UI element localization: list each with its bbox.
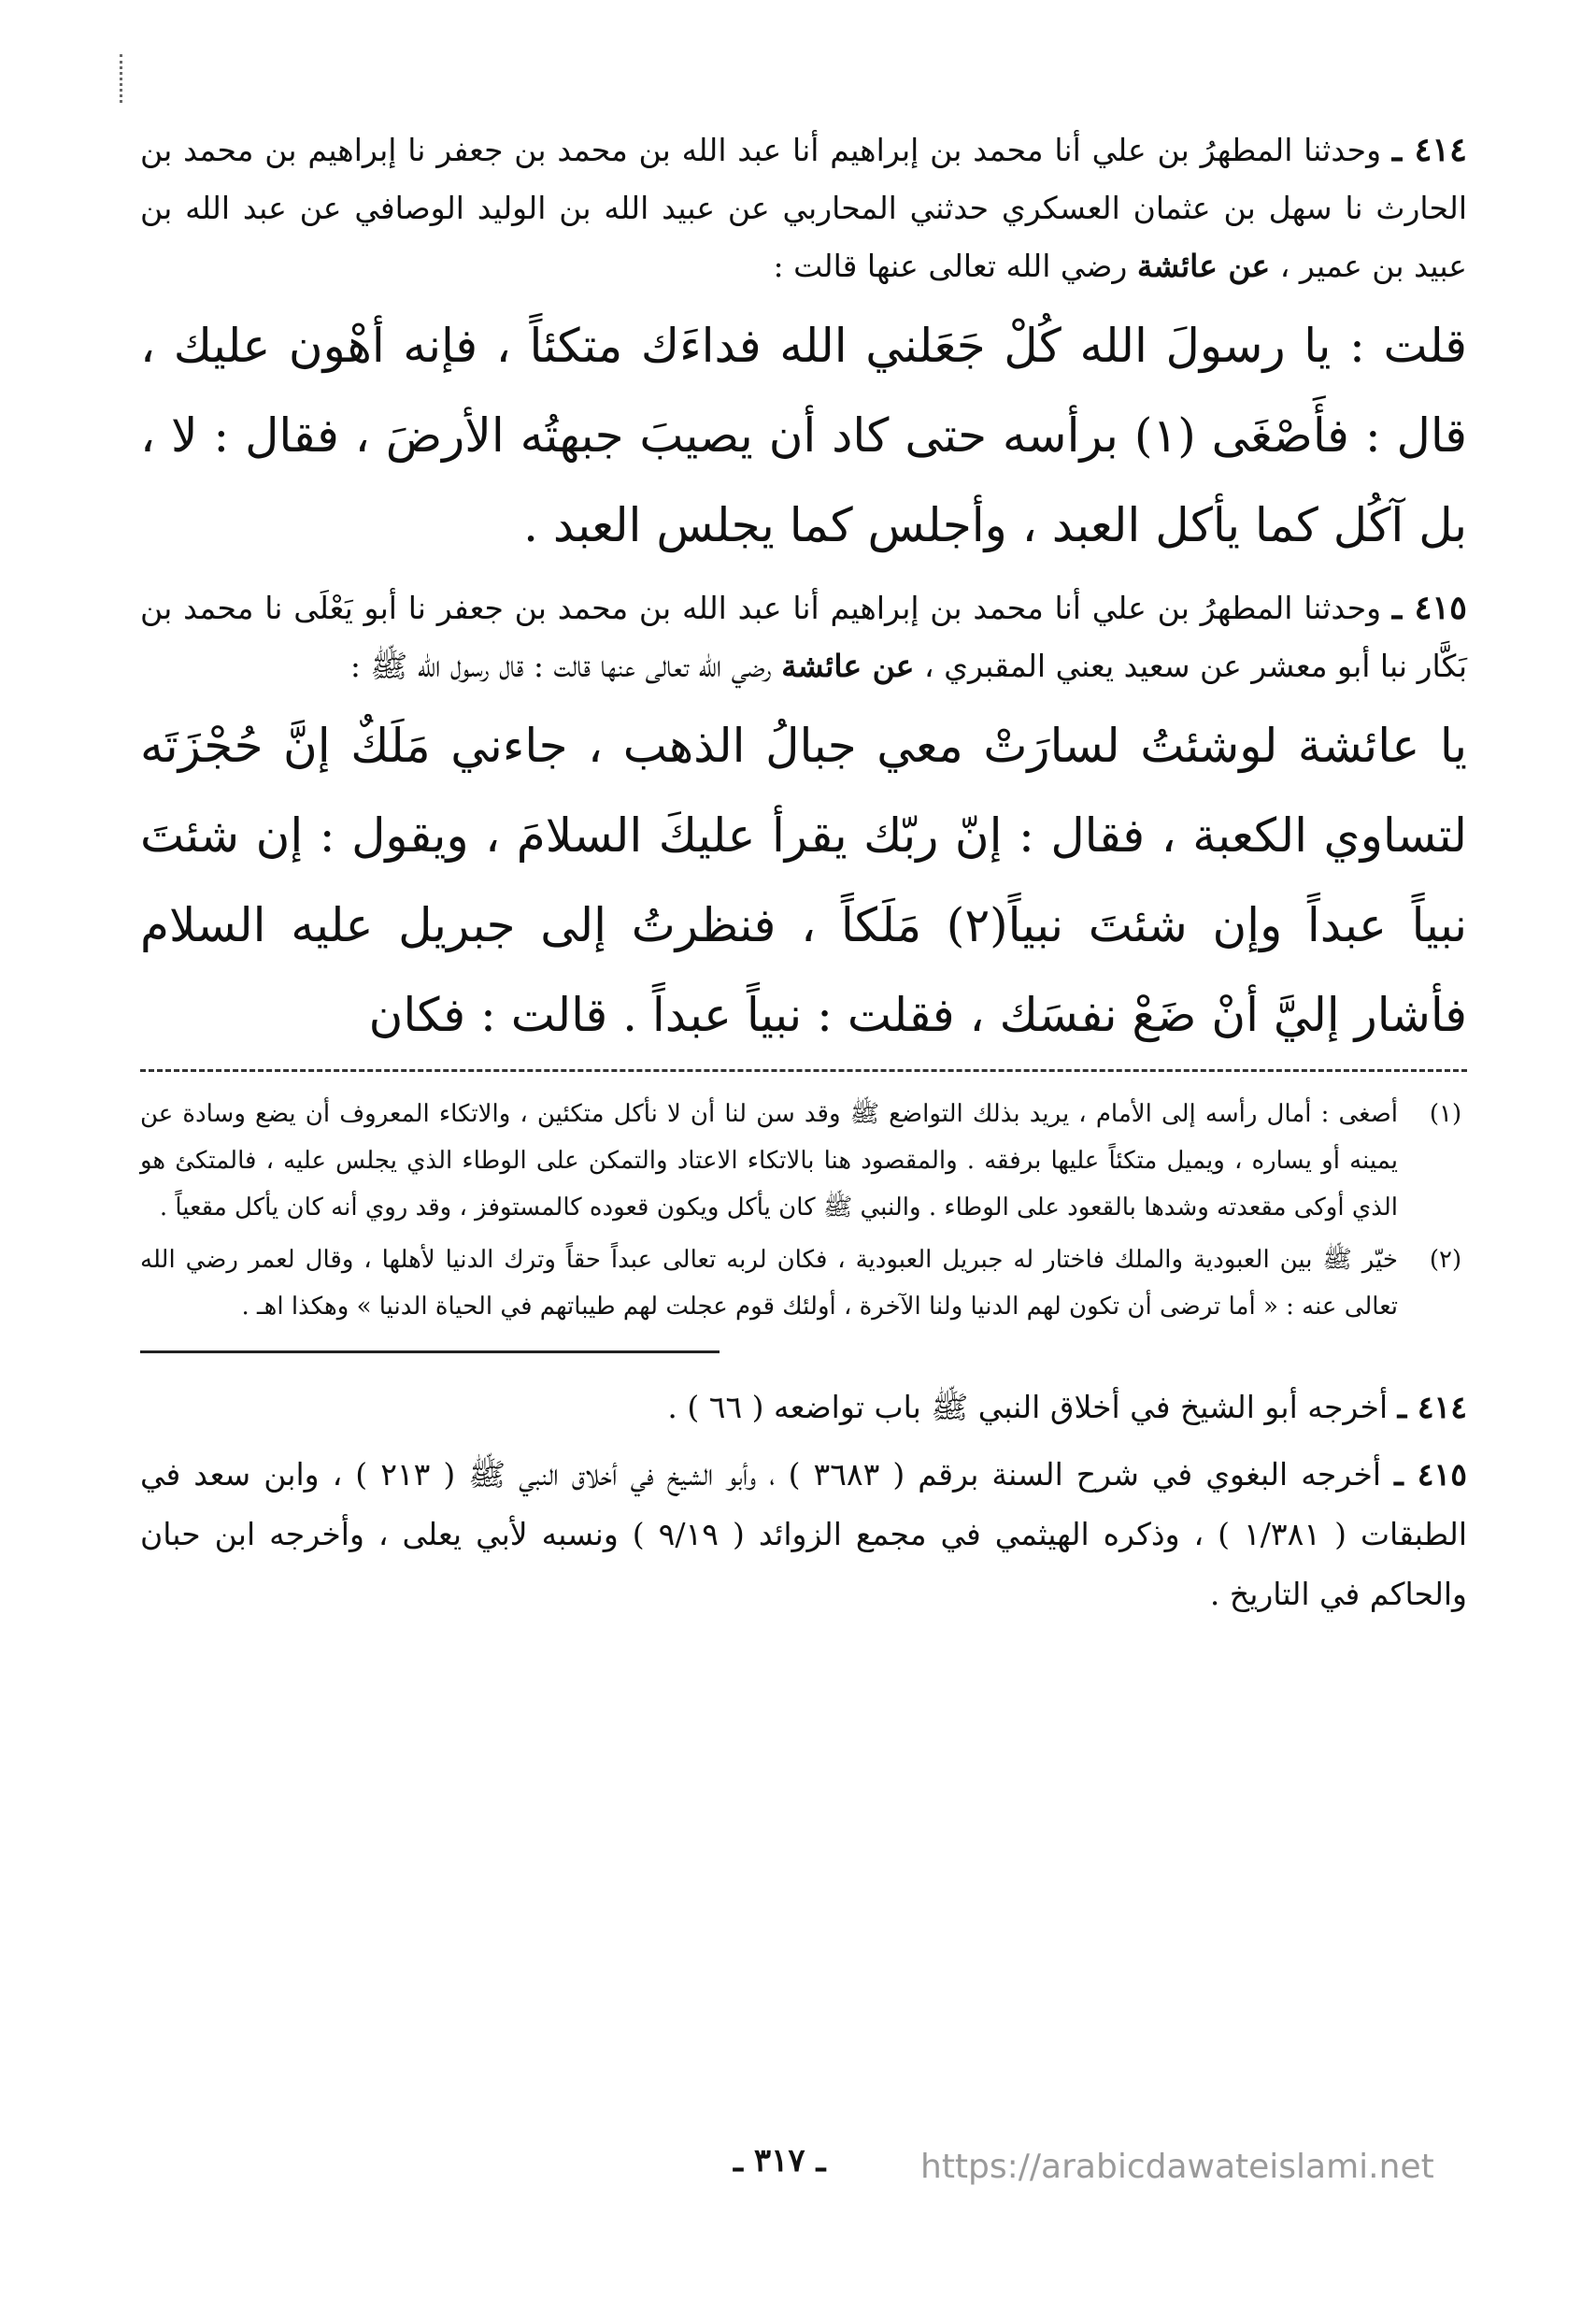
hadith-414-number: ٤١٤ ـ xyxy=(1391,131,1467,169)
hadith-415-chain: وحدثنا المطهرُ بن علي أنا محمد بن إبراهيم أنا عبد الله بن محمد بن جعفر نا أبو يَعْلَى نا محمد بن بَكَّار نبا أبو معشر عن سعيد يعني المقبري ، xyxy=(140,590,1467,684)
hadith-414-text: قلت : يا رسولَ الله كُلْ جَعَلني الله فداءَك متكئاً ، فإنه أهْون عليك ، قال : فأَصْغَى (١) برأسه حتى كاد أن يصيبَ جبهتُه الأرضَ ، فقال : لا ، بل آكُل كما يأكل العبد ، وأجلس كما يجلس العبد . xyxy=(140,319,1467,552)
takhrij-text: أخرجه أبو الشيخ في أخلاق النبي ﷺ باب تواضعه ( ٦٦ ) . xyxy=(667,1389,1389,1425)
takhrij-number: ٤١٤ ـ xyxy=(1397,1389,1467,1425)
takhrij-entry xyxy=(140,1378,1467,1437)
takhrij-number: ٤١٥ ـ xyxy=(1394,1456,1467,1493)
takhrij-text: أخرجه البغوي في شرح السنة برقم ( ٣٦٨٣ ) ، وأبو الشيخ في أخلاق النبي ﷺ ( ٢١٣ ) ، وابن سعد في الطبقات ( ١/٣٨١ ) ، وذكره الهيثمي في مجمع الزوائد ( ٩/١٩ ) ونسبه لأبي يعلى ، وأخرجه ابن حبان والحاكم في التاريخ . xyxy=(140,1456,1468,1612)
hadith-415-text: يا عائشة لوشئتُ لسارَتْ معي جبالُ الذهب ، جاءني مَلَكٌ إنَّ حُجْزَتَه لتساوي الكعبة ، فقال : إنّ ربّك يقرأ عليكَ السلامَ ، ويقول : إن شئتَ نبياً عبداً وإن شئتَ نبياً(٢) مَلَكاً ، فنظرتُ إلى جبريل عليه السلام فأشار إليَّ أنْ ضَعْ نفسَك ، فقلت : نبياً عبداً . قالت : فكان xyxy=(140,719,1468,1042)
margin-mark xyxy=(120,54,126,103)
page-number: ـ ٣١٧ ـ xyxy=(734,2142,826,2179)
page-body xyxy=(140,121,1467,1632)
footnote xyxy=(140,1091,1467,1231)
hadith-414-chain: وحدثنا المطهرُ بن علي أنا محمد بن إبراهيم أنا عبد الله بن محمد بن جعفر نا إبراهيم بن محمد بن الحارث نا سهل بن عثمان العسكري حدثني المحاربي عن عبيد الله بن الوليد الوصافي عن عبد الله بن عبيد بن عمير ، xyxy=(140,132,1467,284)
takhrij-divider xyxy=(140,1350,720,1353)
footnotes xyxy=(140,1091,1467,1330)
notes-divider xyxy=(140,1069,1467,1072)
watermark-url: https://arabicdawateislami.net xyxy=(920,2148,1434,2186)
hadith-415-chain-end: رضي الله تعالى عنها قالت : قال رسول الله ﷺ : xyxy=(349,648,772,684)
hadith-414-isnad xyxy=(140,121,1467,295)
footnote xyxy=(140,1236,1467,1330)
hadith-415-isnad xyxy=(140,579,1467,695)
footnote-marker: (٢) xyxy=(1429,1246,1462,1274)
takhrij-entry xyxy=(140,1445,1467,1624)
footnote-text: خيّر ﷺ بين العبودية والملك فاختار له جبريل العبودية ، فكان لربه تعالى عبداً حقاً وترك الدنيا لأهلها ، وقال لعمر رضي الله تعالى عنه : « أما ترضى أن تكون لهم الدنيا ولنا الآخرة ، أولئك قوم عجلت لهم طيباتهم في الحياة الدنيا » وهكذا اهـ . xyxy=(140,1246,1398,1321)
hadith-415-narrator: عن عائشة xyxy=(781,648,915,684)
page-footer xyxy=(0,2142,1596,2198)
footnote-marker: (١) xyxy=(1429,1100,1462,1128)
hadith-414-narrator: عن عائشة xyxy=(1136,248,1271,284)
hadith-414-chain-end: رضي الله تعالى عنها قالت : xyxy=(773,248,1128,284)
hadith-415-number: ٤١٥ ـ xyxy=(1391,589,1467,627)
footnote-text: أصغى : أمال رأسه إلى الأمام ، يريد بذلك التواضع ﷺ وقد سن لنا أن لا نأكل متكئين ، والاتكاء المعروف أن يضع وسادة عن يمينه أو يساره ، ويميل متكئاً عليها برفقه . والمقصود هنا بالاتكاء الاعتاد والتمكن على الوطاء الذي يجلس عليه ، فالمتكئ هو الذي أوكى مقعدته وشدها بالقعود على الوطاء . والنبي ﷺ كان يأكل ويكون قعوده كالمستوفز ، وقد روي أنه كان يأكل مقعياً . xyxy=(140,1100,1398,1221)
